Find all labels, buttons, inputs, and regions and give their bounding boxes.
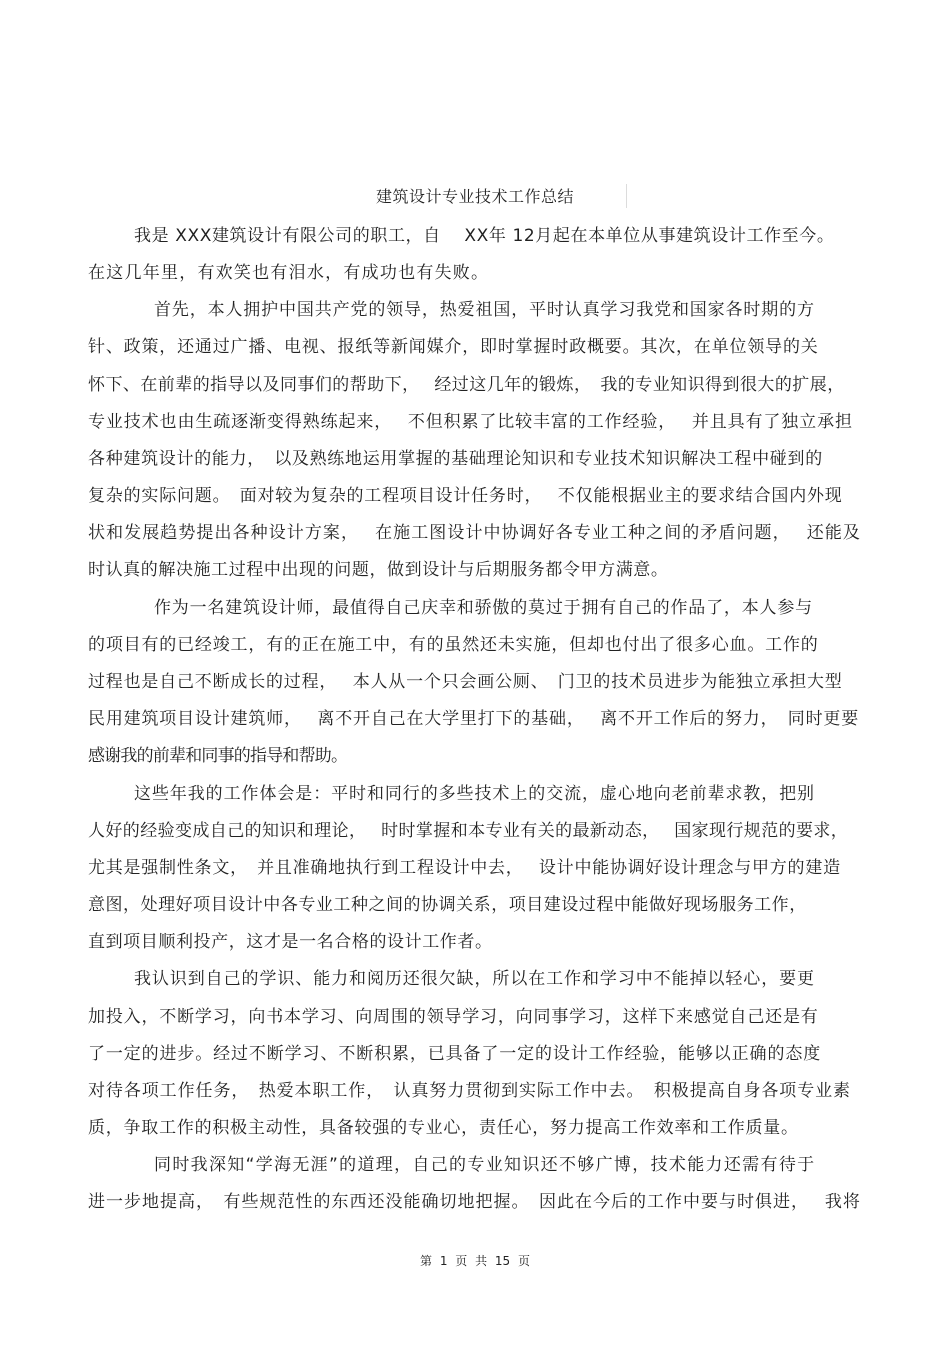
- body-line-24: 对待各项工作任务， 热爱本职工作， 认真努力贯彻到实际工作中去。 积极提高自身各项专业素: [88, 1081, 851, 1101]
- body-line-18: 尤其是强制性条文， 并且准确地执行到工程设计中去， 设计中能协调好设计理念与甲方的建造: [88, 858, 841, 878]
- document-title: 建筑设计专业技术工作总结: [375, 187, 574, 206]
- body-line-23: 了一定的进步。经过不断学习、不断积累，已具备了一定的设计工作经验，能够以正确的态度: [88, 1044, 822, 1064]
- body-line-15: 感谢我的前辈和同事的指导和帮助。: [88, 746, 348, 766]
- body-line-16: 这些年我的工作体会是：平时和同行的多些技术上的交流，虚心地向老前辈求教，把别: [134, 784, 815, 804]
- body-line-22: 加投入，不断学习，向书本学习、向周围的领导学习，向同事学习，这样下来感觉自己还是有: [88, 1007, 819, 1027]
- body-line-25: 质，争取工作的积极主动性，具备较强的专业心，责任心，努力提高工作效率和工作质量。: [88, 1118, 799, 1138]
- body-line-2: 在这几年里，有欢笑也有泪水，有成功也有失败。: [88, 263, 490, 283]
- body-line-3: 首先，本人拥护中国共产党的领导，热爱祖国，平时认真学习我党和国家各时期的方: [154, 300, 815, 320]
- cursor-mark: [626, 184, 627, 208]
- page-footer: 第 1 页 共 15 页: [420, 1254, 530, 1268]
- body-line-5: 怀下、在前辈的指导以及同事们的帮助下， 经过这几年的锻炼， 我的专业知识得到很大的扩展，: [88, 375, 845, 395]
- body-line-1: 我是 XXX建筑设计有限公司的职工，自 XX年 12月起在本单位从事建筑设计工作至今。: [134, 226, 835, 246]
- body-line-21: 我认识到自己的学识、能力和阅历还很欠缺，所以在工作和学习中不能掉以轻心，要更: [134, 969, 815, 989]
- body-line-20: 直到项目顺利投产，这才是一名合格的设计工作者。: [88, 932, 493, 952]
- body-line-17: 人好的经验变成自己的知识和理论， 时时掌握和本专业有关的最新动态， 国家现行规范的要求，: [88, 821, 849, 841]
- body-line-26: 同时我深知“学海无涯”的道理，自己的专业知识还不够广博，技术能力还需有待于: [154, 1155, 816, 1175]
- body-line-10: 时认真的解决施工过程中出现的问题，做到设计与后期服务都令甲方满意。: [88, 560, 669, 580]
- body-line-6: 专业技术也由生疏逐渐变得熟练起来， 不但积累了比较丰富的工作经验， 并且具有了独立承担: [88, 412, 853, 432]
- body-line-13: 过程也是自己不断成长的过程， 本人从一个只会画公厕、 门卫的技术员进步为能独立承担大型: [88, 672, 843, 692]
- body-line-19: 意图，处理好项目设计中各专业工种之间的协调关系，项目建设过程中能做好现场服务工作，: [88, 895, 807, 915]
- body-line-27: 进一步地提高， 有些规范性的东西还没能确切地把握。 因此在今后的工作中要与时俱进， 我将: [88, 1192, 861, 1212]
- body-line-8: 复杂的实际问题。 面对较为复杂的工程项目设计任务时， 不仅能根据业主的要求结合国内外现: [88, 486, 843, 506]
- body-line-7: 各种建筑设计的能力， 以及熟练地运用掌握的基础理论知识和专业技术知识解决工程中碰到的: [88, 449, 823, 469]
- body-line-9: 状和发展趋势提出各种设计方案， 在施工图设计中协调好各专业工种之间的矛盾问题， 还能及: [88, 523, 861, 543]
- body-line-12: 的项目有的已经竣工，有的正在施工中，有的虽然还未实施，但却也付出了很多心血。工作的: [88, 635, 819, 655]
- body-line-4: 针、政策，还通过广播、电视、报纸等新闻媒介，即时掌握时政概要。其次，在单位领导的关: [88, 337, 819, 357]
- body-line-11: 作为一名建筑设计师，最值得自己庆幸和骄傲的莫过于拥有自己的作品了，本人参与: [154, 598, 813, 618]
- body-line-14: 民用建筑项目设计建筑师， 离不开自己在大学里打下的基础， 离不开工作后的努力， 同时更要: [88, 709, 860, 729]
